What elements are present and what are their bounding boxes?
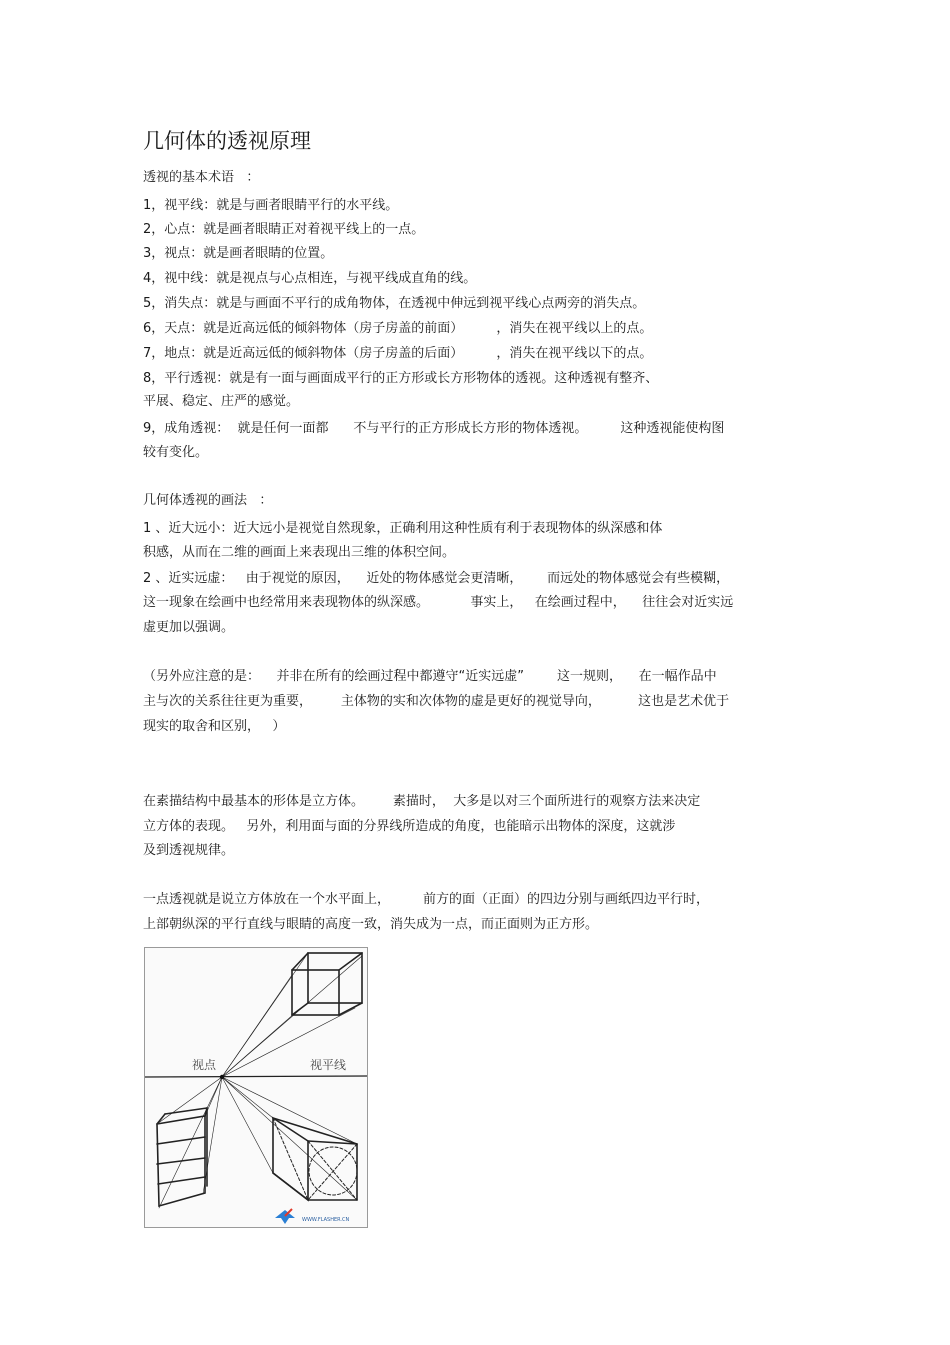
watermark-text: WWW.FLASHER.CN	[302, 1217, 350, 1223]
method-line: 2 、近实远虚： 由于视觉的原因， 近处的物体感觉会更清晰， 而远处的物体感觉会有些模糊，	[143, 571, 730, 586]
term-item: 2，心点：就是画者眼睛正对着视平线上的一点。	[143, 222, 425, 237]
flasher-logo-icon	[275, 1209, 295, 1224]
left-tall-box	[157, 1108, 207, 1206]
method-line: 这一现象在绘画中也经常用来表现物体的纵深感。 事实上， 在绘画过程中， 往往会对近实远	[143, 595, 734, 610]
method-line: 虚更加以强调。	[143, 620, 235, 635]
body-paragraph-line: 上部朝纵深的平行直线与眼睛的高度一致，消失成为一点，而正面则为正方形。	[143, 917, 599, 932]
note-line: 主与次的关系往往更为重要， 主体物的实和次体物的虚是更好的视觉导向， 这也是艺术优于	[143, 694, 730, 709]
method-line: 积感，从而在二维的画面上来表现出三维的体积空间。	[143, 545, 456, 560]
term-item: 8，平行透视：就是有一面与画面成平行的正方形或长方形物体的透视。这种透视有整齐、	[143, 371, 659, 386]
term-item-continued: 平展、稳定、庄严的感觉。	[143, 394, 300, 409]
method-line: 1 、近大远小：近大远小是视觉自然现象，正确利用这种性质有利于表现物体的纵深感和体	[143, 521, 663, 536]
viewpoint-dot	[220, 1075, 224, 1079]
viewpoint-label: 视点	[192, 1058, 217, 1072]
term-item: 5，消失点：就是与画面不平行的成角物体，在透视中伸远到视平线心点两旁的消失点。	[143, 296, 646, 311]
page-title: 几何体的透视原理	[143, 129, 311, 153]
term-item: 3，视点：就是画者眼睛的位置。	[143, 246, 334, 261]
term-item: 1，视平线：就是与画者眼睛平行的水平线。	[143, 198, 399, 213]
term-item: 7，地点：就是近高远低的倾斜物体（房子房盖的后面） ，消失在视平线以下的点。	[143, 346, 653, 361]
section-heading-terms: 透视的基本术语 ：	[143, 170, 260, 185]
term-item: 4，视中线：就是视点与心点相连，与视平线成直角的线。	[143, 271, 477, 286]
top-cube	[292, 953, 362, 1015]
horizon-label: 视平线	[310, 1058, 347, 1072]
body-paragraph-line: 一点透视就是说立方体放在一个水平面上， 前方的面（正面）的四边分别与画纸四边平行时，	[143, 892, 710, 907]
term-item: 9，成角透视： 就是任何一面都 不与平行的正方形成长方形的物体透视。 这种透视能使构图	[143, 421, 725, 436]
term-item-continued: 较有变化。	[143, 445, 209, 460]
term-item: 6，天点：就是近高远低的倾斜物体（房子房盖的前面） ，消失在视平线以上的点。	[143, 321, 653, 336]
note-line: 现实的取舍和区别， ）	[143, 719, 286, 734]
body-paragraph-line: 立方体的表现。 另外，利用面与面的分界线所造成的角度，也能暗示出物体的深度，这就涉	[143, 819, 676, 834]
right-prism	[273, 1118, 357, 1200]
section-heading-methods: 几何体透视的画法 ：	[143, 493, 273, 508]
note-line: （另外应注意的是： 并非在所有的绘画过程中都遵守“近实远虚” 这一规则， 在一幅作品中	[143, 669, 717, 684]
perspective-figure	[144, 947, 368, 1228]
body-paragraph-line: 及到透视规律。	[143, 843, 235, 858]
horizon-line	[145, 1076, 367, 1077]
perspective-drawing	[145, 948, 367, 1227]
body-paragraph-line: 在素描结构中最基本的形体是立方体。 素描时， 大多是以对三个面所进行的观察方法来决定	[143, 794, 701, 809]
